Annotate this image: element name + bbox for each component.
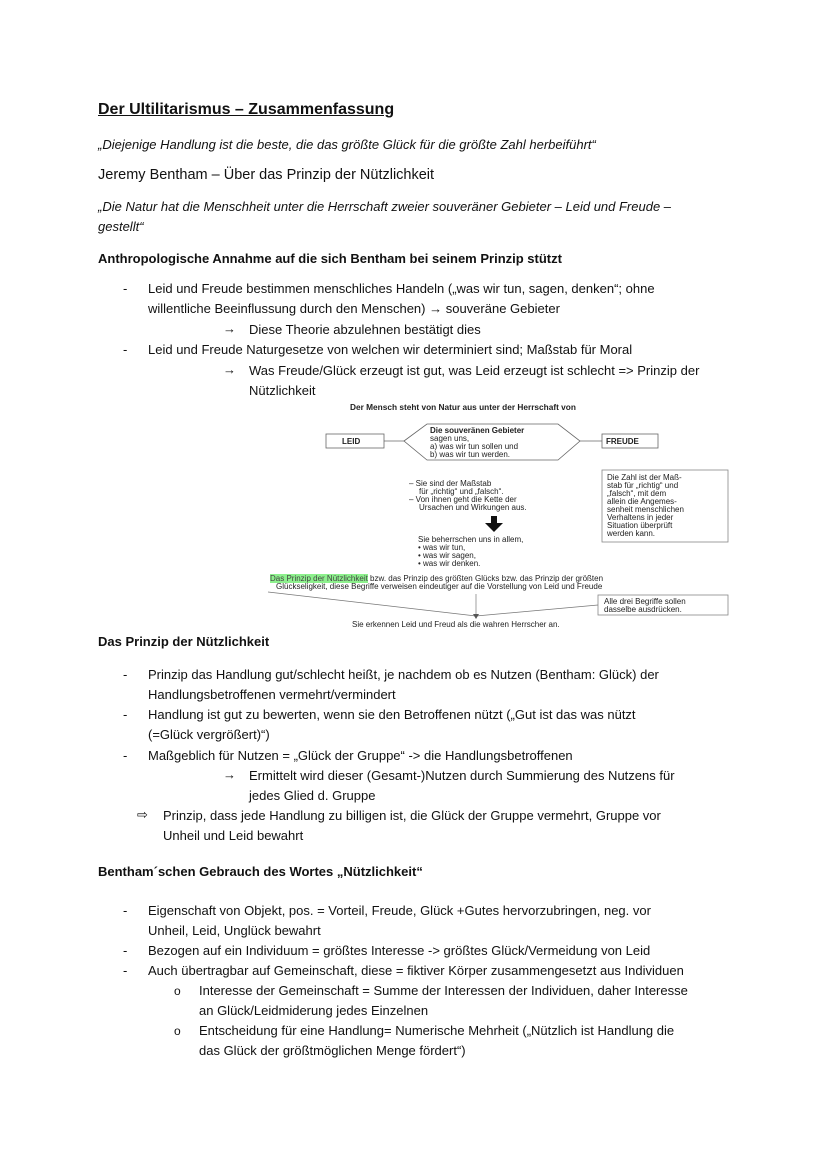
center-line4: b) was wir tun werden.: [430, 450, 511, 459]
arrow-icon: →: [223, 321, 236, 336]
bullet-dash: -: [123, 281, 128, 296]
s1-bullet1-line1: Leid und Freude bestimmen menschliches Handeln („was wir tun, sagen, denken“; ohne: [148, 281, 655, 296]
s1-arrow2-line2: Nützlichkeit: [249, 383, 316, 398]
right-note-line8: werden kann.: [607, 529, 656, 538]
section-heading-anthropology: Anthropologische Annahme auf die sich Bentham bei seinem Prinzip stützt: [98, 251, 562, 266]
center-line1: Die souveränen Gebieter: [430, 426, 525, 435]
right-note-line6: Verhaltens in jeder: [607, 513, 674, 522]
section-heading-usage: Bentham´schen Gebrauch des Wortes „Nützlichkeit“: [98, 864, 423, 879]
center-line2: sagen uns,: [430, 434, 470, 443]
right-note-line1: Die Zahl ist der Maß-: [607, 473, 682, 482]
s1-bullet2: Leid und Freude Naturgesetze von welchen wir determiniert sind; Maßstab für Moral: [148, 342, 633, 357]
rule-line2: • was wir tun,: [418, 543, 466, 552]
document-title: Der Ultilitarismus – Zusammenfassung: [98, 101, 395, 118]
arrow-icon: →: [223, 767, 236, 782]
diagram-bottom-line: Sie erkennen Leid und Freud als die wahren Herrscher an.: [352, 620, 560, 629]
quote-greatest-happiness: „Diejenige Handlung ist die beste, die das größte Glück für die größte Zahl herbeiführt“: [98, 137, 596, 152]
rule-line4: • was wir denken.: [418, 559, 481, 568]
principle-rest: bzw. das Prinzip des größten Glücks bzw. das Prinzip der größten: [367, 574, 604, 583]
bullet-dash: -: [123, 903, 128, 918]
bottom-note-line1: Alle drei Begriffe sollen: [604, 597, 686, 606]
bullet-dash: -: [123, 943, 128, 958]
s3-sub1-line2: an Glück/Leidmiderung jedes Einzelnen: [199, 1003, 429, 1018]
principle-line2: Glückseligkeit, diese Begriffe verweisen eindeutiger auf die Vorstellung von Leid und Freude: [276, 582, 603, 591]
down-arrow-shape: [485, 523, 503, 532]
s2-conclusion-line1: Prinzip, dass jede Handlung zu billigen ist, die Glück der Gruppe vermehrt, Gruppe vor: [163, 808, 661, 823]
s3-bullet2: Bezogen auf ein Individuum = größtes Interesse -> größtes Glück/Vermeidung von Leid: [148, 943, 651, 958]
s2-arrow1-line2: jedes Glied d. Gruppe: [249, 788, 376, 803]
right-note-line5: senheit menschlichen: [607, 505, 684, 514]
right-note-line2: stab für „richtig“ und: [607, 481, 679, 490]
s2-bullet3: Maßgeblich für Nutzen = „Glück der Gruppe“ -> die Handlungsbetroffenen: [148, 748, 573, 763]
s2-bullet1-line1: Prinzip das Handlung gut/schlecht heißt, je nachdem ob es Nutzen (Bentham: Glück) der: [148, 667, 659, 682]
s2-bullet1-line2: Handlungsbetroffenen vermehrt/vermindert: [148, 687, 396, 702]
bullet-dash: -: [123, 748, 128, 763]
s2-arrow1-line1: Ermittelt wird dieser (Gesamt-)Nutzen durch Summierung des Nutzens für: [249, 768, 675, 783]
double-arrow-icon: ⇨: [137, 807, 148, 822]
quote-nature-line1: „Die Natur hat die Menschheit unter die Herrschaft zweier souveräner Gebieter – Leid und Freude –: [98, 199, 672, 214]
s2-bullet2-line2: (=Glück vergrößert)“): [148, 727, 270, 742]
s3-bullet1-line2: Unheil, Leid, Unglück bewahrt: [148, 923, 321, 938]
bentham-diagram: [262, 398, 732, 632]
section-heading-principle: Das Prinzip der Nützlichkeit: [98, 634, 270, 649]
s3-sub2-line1: Entscheidung für eine Handlung= Numerische Mehrheit („Nützlich ist Handlung die: [199, 1023, 675, 1038]
arrow-icon: →: [223, 362, 236, 377]
bullet-dash: -: [123, 707, 128, 722]
bullet-dash: -: [123, 342, 128, 357]
bottom-note-line2: dasselbe ausdrücken.: [604, 605, 682, 614]
circle-bullet: o: [174, 1024, 181, 1038]
s1-arrow2-line1: Was Freude/Glück erzeugt ist gut, was Leid erzeugt ist schlecht => Prinzip der: [249, 363, 700, 378]
mid-line3: – Von ihnen geht die Kette der: [409, 495, 517, 504]
rule-line1: Sie beherrschen uns in allem,: [418, 535, 524, 544]
quote-nature-line2: gestellt“: [98, 219, 144, 234]
s3-bullet1-line1: Eigenschaft von Objekt, pos. = Vorteil, Freude, Glück +Gutes hervorzubringen, neg. vor: [148, 903, 651, 918]
bullet-dash: -: [123, 963, 128, 978]
principle-highlight: Das Prinzip der Nützlichkeit: [270, 574, 368, 583]
right-note-line7: Situation überprüft: [607, 521, 673, 530]
s3-sub1-line1: Interesse der Gemeinschaft = Summe der Interessen der Individuen, daher Interesse: [199, 983, 688, 998]
leid-box-label: LEID: [342, 437, 361, 446]
center-line3: a) was wir tun sollen und: [430, 442, 519, 451]
s2-bullet2-line1: Handlung ist gut zu bewerten, wenn sie den Betroffenen nützt („Gut ist das was nützt: [148, 707, 636, 722]
rule-line3: • was wir sagen,: [418, 551, 476, 560]
s2-conclusion-line2: Unheil und Leid bewahrt: [163, 828, 304, 843]
s1-bullet1-line2: willentliche Beeinflussung durch den Menschen) → souveräne Gebieter: [148, 301, 560, 316]
s3-sub2-line2: das Glück der größtmöglichen Menge fördert“): [199, 1043, 466, 1058]
right-note-line4: allein die Angemes-: [607, 497, 677, 506]
s1-arrow1: Diese Theorie abzulehnen bestätigt dies: [249, 322, 481, 337]
bullet-dash: -: [123, 667, 128, 682]
s3-bullet3: Auch übertragbar auf Gemeinschaft, diese = fiktiver Körper zusammengesetzt aus Individuen: [148, 963, 684, 978]
circle-bullet: o: [174, 984, 181, 998]
right-note-line3: „falsch“, mit dem: [607, 489, 667, 498]
freude-box-label: FREUDE: [606, 437, 639, 446]
diagram-title: Der Mensch steht von Natur aus unter der Herrschaft von: [350, 402, 576, 412]
mid-line1: – Sie sind der Maßstab: [409, 479, 492, 488]
author-line: Jeremy Bentham – Über das Prinzip der Nützlichkeit: [98, 167, 435, 183]
mid-line4: Ursachen und Wirkungen aus.: [419, 503, 527, 512]
mid-line2: für „richtig“ und „falsch“.: [419, 487, 504, 496]
